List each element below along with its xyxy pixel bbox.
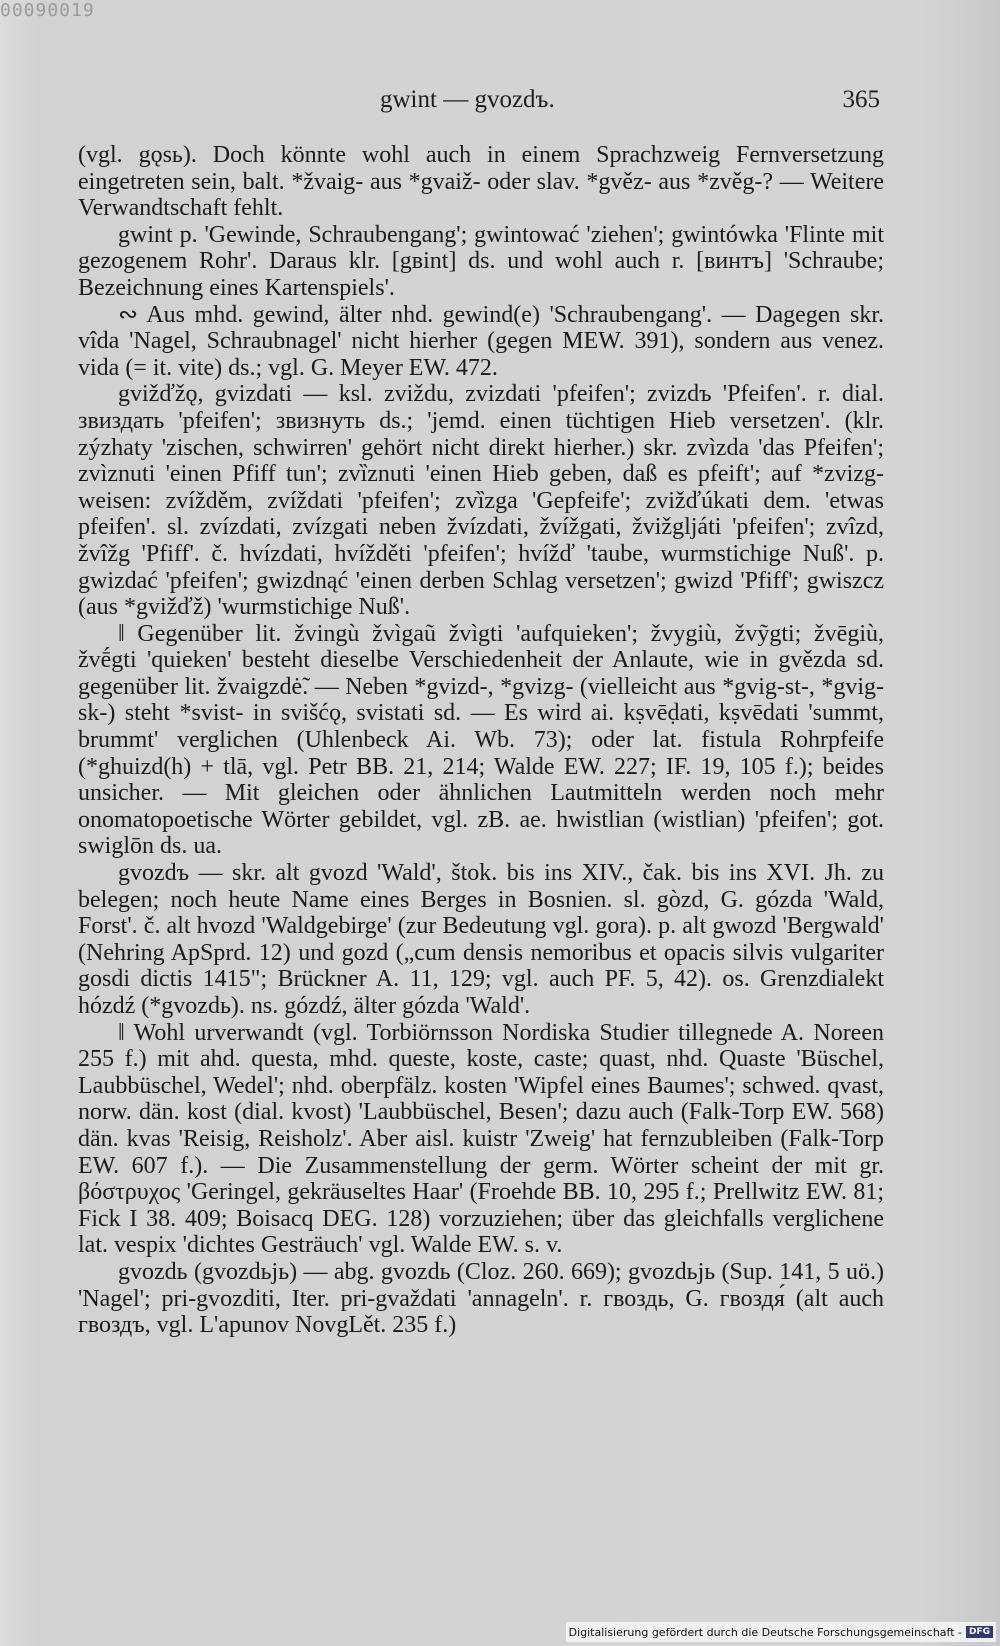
dfg-logo-icon: DFG xyxy=(966,1626,993,1638)
footer-attribution xyxy=(566,1622,996,1642)
footer-text: Digitalisierung gefördert durch die Deutsche Forschungsgemeinschaft - xyxy=(568,1625,962,1639)
page-number: 365 xyxy=(842,86,880,113)
running-title: gwint — gvozdъ. xyxy=(380,86,555,113)
running-header xyxy=(80,82,880,118)
paragraph-continuation: (vgl. gǫsь). Doch könnte wohl auch in einem Sprachzweig Fernversetzung eingetreten sein, balt. *žvaig- aus *gvaiž- oder slav. *gvěz- aus *zvěg-? — Weitere Verwandtschaft fehlt. xyxy=(78,142,884,222)
entry-gvizdzo: gvižďžǫ, gvizdati — ksl. zviždu, zvizdati 'pfeifen'; zvizdъ 'Pfeifen'. r. dial. звиздать 'pfeifen'; звизнуть ds.; 'jemd. einen tüchtigen Hieb versetzen'. (klr. zýzhaty 'zischen, schwirren' gehört nicht direkt hierher.) skr. zvìzda 'das Pfeifen'; zvìznuti 'einen Pfiff tun'; zvȉznuti 'einen Hieb geben, daß es pfeift'; auf *zvizg-weisen: zvížděm, zvíždati 'pfeifen'; zvȉzga 'Gepfeife'; zvižďúkati dem. 'etwas pfeifen'. sl. zvízdati, zvízgati neben žvízdati, žvížgati, žvižgljáti 'pfeifen'; zvîzd, žvîžg 'Pfiff'. č. hvízdati, hvížděti 'pfeifen'; hvížď 'taube, wurmstichige Nuß'. p. gwizdać 'pfeifen'; gwizdnąć 'einen derben Schlag versetzen'; gwizd 'Pfiff'; gwiszcz (aus *gvižďž) 'wurmstichige Nuß'. xyxy=(78,381,884,621)
entry-gvizdzo-comparison: ‖ Gegenüber lit. žvingù žvìgaũ žvìgti 'aufquieken'; žvygiù, žvỹgti; žvēgiù, žvḗgti 'quieken' besteht dieselbe Verschiedenheit der Anlaute, wie in gvězda sd. gegenüber lit. žvaigzdė̃. — Neben *gvizd-, *gvizg- (vielleicht aus *gvig-st-, *gvig-sk-) steht *svist- in svišćǫ, svistati sd. — Es wird ai. kṣvēḍati, kṣvēdati 'summt, brummt' verglichen (Uhlenbeck Ai. Wb. 73); oder lat. fistula Rohrpfeife (*ghuizd(h) + tlā, vgl. Petr BB. 21, 214; Walde EW. 227; IF. 19, 105 f.); beides unsicher. — Mit gleichen oder ähnlichen Lautmitteln werden noch mehr onomatopoetische Wörter gebildet, vgl. zB. ae. hwistlian (wistlian) 'pfeifen'; got. swiglōn ds. ua. xyxy=(78,620,884,860)
entry-gvozd-hard-comparison: ‖ Wohl urverwandt (vgl. Torbiörnsson Nordiska Studier tillegnede A. Noreen 255 f.) mit ahd. questa, mhd. queste, koste, caste; quast, nhd. Quaste 'Büschel, Laubbüschel, Wedel'; nhd. oberpfälz. kosten 'Wipfel eines Baumes'; schwed. qvast, norw. dän. kost (dial. kvost) 'Laubbüschel, Besen'; dazu auch (Falk-Torp EW. 568) dän. kvas 'Reisig, Reisholz'. Aber aisl. kuistr 'Zweig' hat fernzubleiben (Falk-Torp EW. 607 f.). — Die Zusammenstellung der germ. Wörter scheint der mit gr. βόστρυχος 'Geringel, gekräuseltes Haar' (Froehde BB. 10, 295 f.; Prellwitz EW. 81; Fick I 38. 409; Boisacq DEG. 128) vorzuziehen; über das gleichfalls verglichene lat. vespix 'dichtes Gesträuch' vgl. Walde EW. s. v. xyxy=(78,1019,884,1259)
entry-gwint: gwint p. 'Gewinde, Schraubengang'; gwintować 'ziehen'; gwintówka 'Flinte mit gezogenem Rohr'. Daraus klr. [gвint] ds. und wohl auch r. [винтъ] 'Schraube; Bezeichnung eines Kartenspiels'. xyxy=(78,221,884,301)
entry-gvozd-soft: gvozdь (gvozdьjь) — abg. gvozdь (Cloz. 260. 669); gvozdьjь (Sup. 141, 5 uö.) 'Nagel'; pri-gvozditi, Iter. pri-gvaždati 'annageln'. r. гвоздь, G. гвоздя́ (alt auch гвоздъ, vgl. L'apunov NovgLět. 235 f.) xyxy=(78,1258,884,1339)
entry-gvozd-hard: gvozdъ — skr. alt gvozd 'Wald', štok. bis ins XIV., čak. bis ins XVI. Jh. zu belegen; noch heute Name eines Berges in Bosnien. sl. gòzd, G. gózda 'Wald, Forst'. č. alt hvozd 'Waldgebirge' (zur Bedeutung vgl. gora). p. alt gwozd 'Bergwald' (Nehring ApSprd. 12) und gozd („cum densis nemoribus et opacis silvis vulgariter gosdi dictis 1415"; Brückner A. 11, 129; vgl. auch PF. 5, 42). os. Grenzdialekt hózdź (*gvozdь). ns. gózdź, älter gózda 'Wald'. xyxy=(78,860,884,1019)
entry-gwint-etymology: ∾ Aus mhd. gewind, älter nhd. gewind(e) 'Schraubengang'. — Dagegen skr. vîda 'Nagel, Schraubnagel' nicht hierher (gegen MEW. 391), sondern aus venez. vida (= it. vite) ds.; vgl. G. Meyer EW. 472. xyxy=(78,301,884,381)
corner-mark: 00090019 xyxy=(0,0,95,21)
dictionary-text xyxy=(78,142,884,1339)
